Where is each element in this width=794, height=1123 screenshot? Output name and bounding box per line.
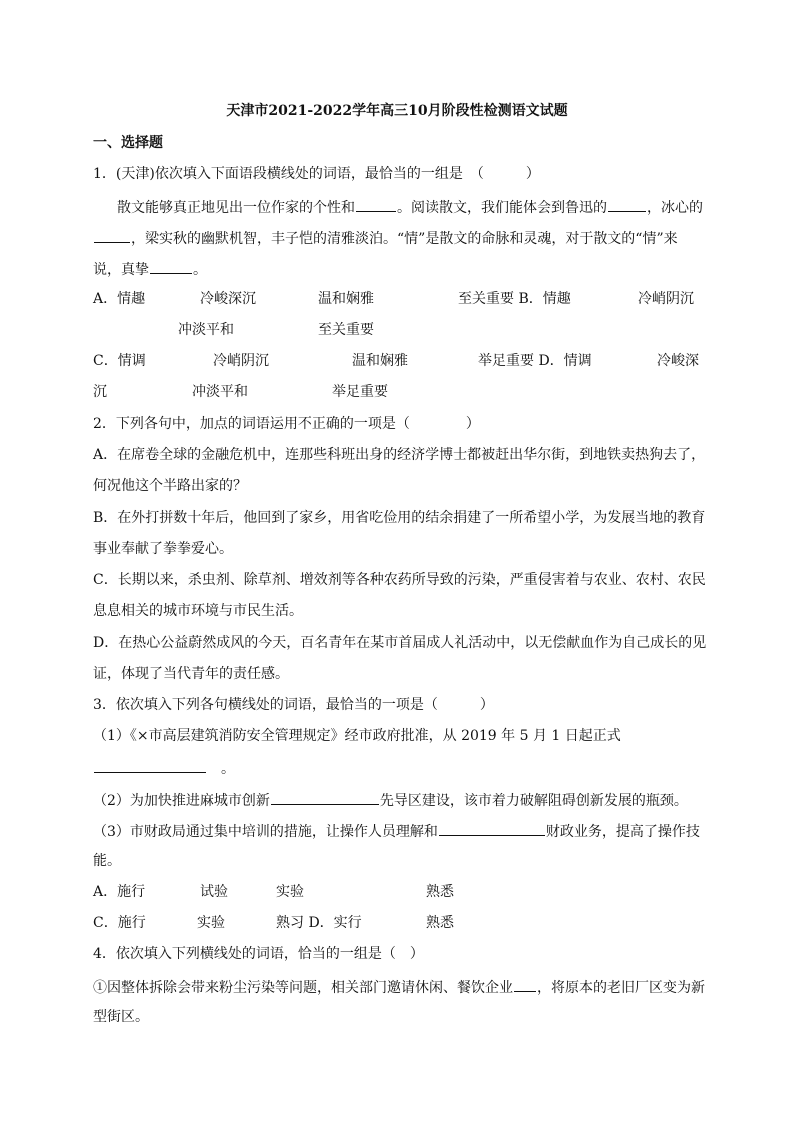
q1-option-a-label: A．情趣 (93, 291, 146, 307)
q1-blank-4 (150, 259, 192, 274)
q1-option-c-word: 冷峭阴沉 (213, 353, 269, 369)
q1-option-d-word: 举足重要 (332, 384, 388, 400)
q2-option-d-line-1: D．在热心公益蔚然成风的今天，百名青年在某市首届成人礼活动中，以无偿献血作为自己成长的见 (93, 635, 707, 651)
q2-option-b-line-2: 事业奉献了拳拳爱心。 (93, 541, 233, 557)
q3-sentence-3: （3）市财政局通过集中培训的措施，让操作人员理解和 财政业务，提高了操作技 (93, 821, 700, 841)
q2-stem: 2．下列各句中，加点的词语运用不正确的一项是（ ） (93, 416, 480, 432)
q4-sentence-1-end: 型街区。 (93, 1009, 149, 1025)
q1-passage-line-1: 散文能够真正地见出一位作家的个性和 。阅读散文，我们能体会到鲁迅的 ，冰心的 (117, 197, 703, 217)
q3-sentence-3-end: 能。 (93, 853, 121, 869)
q3-blank-2 (271, 790, 379, 805)
q1-option-d-word: 冷峻深 (657, 353, 699, 369)
q1-option-c-word: 温和娴雅 (352, 353, 408, 369)
q3-blank-3 (439, 821, 545, 836)
q3-sentence-1: （1）《×市高层建筑消防安全管理规定》经市政府批准，从 2019 年 5 月 1 日起正式 (93, 728, 621, 744)
q2-option-b-line-1: B．在外打拼数十年后，他回到了家乡，用省吃俭用的结余捐建了一所希望小学，为发展当地的教育 (93, 510, 706, 526)
q3-option-c-label: C．施行 (93, 915, 146, 931)
q1-option-b-label: 至关重要 B．情趣 (458, 291, 571, 307)
q3-option-c-word: 实验 (197, 915, 225, 931)
q3-sentence-2: （2）为加快推进麻城市创新 先导区建设，该市着力破解阻碍创新发展的瓶颈。 (93, 790, 688, 810)
q1-option-b-word: 冲淡平和 (178, 322, 234, 338)
q1-passage-line-3: 说，真挚 。 (93, 259, 207, 279)
q1-option-d-word: 沉 (93, 384, 107, 400)
q2-option-c-line-1: C．长期以来，杀虫剂、除草剂、增效剂等各种农药所导致的污染，严重侵害着与农业、农村、农民 (93, 572, 706, 588)
document-title: 天津市2021-2022学年高三10月阶段性检测语文试题 (226, 103, 568, 119)
q1-passage-line-2: ，梁实秋的幽默机智，丰子恺的清雅淡泊。“情”是散文的命脉和灵魂，对于散文的“情”来 (93, 228, 678, 248)
q1-blank-2 (608, 197, 646, 212)
q2-option-a-line-1: A．在席卷全球的金融危机中，连那些科班出身的经济学博士都被赶出华尔街，到地铁卖热狗去了， (93, 447, 706, 463)
q2-option-d-line-2: 证，体现了当代青年的责任感。 (93, 666, 289, 682)
section-heading: 一、选择题 (93, 135, 163, 151)
q4-blank-1 (514, 977, 536, 992)
q1-option-d-word: 冲淡平和 (192, 384, 248, 400)
q1-option-d-label: 举足重要 D．情调 (478, 353, 592, 369)
q3-stem: 3．依次填入下列各句横线处的词语，最恰当的一项是（ ） (93, 697, 494, 713)
q3-option-d-word: 熟悉 (426, 915, 454, 931)
q4-stem: 4．依次填入下列横线处的词语，恰当的一组是（ ） (93, 946, 424, 962)
q1-blank-3 (94, 228, 130, 243)
q3-blank-1 (94, 758, 206, 773)
q1-blank-1 (356, 197, 396, 212)
q1-option-b-word: 至关重要 (318, 322, 374, 338)
q1-option-b-word: 冷峭阴沉 (638, 291, 694, 307)
q3-sentence-1-end: 。 (93, 758, 235, 778)
q1-option-c-label: C．情调 (93, 353, 146, 369)
q2-option-a-line-2: 何况他这个半路出家的？ (93, 478, 247, 494)
q1-option-a-word: 温和娴雅 (318, 291, 374, 307)
q1-stem: 1．(天津)依次填入下面语段横线处的词语，最恰当的一组是 （ ） (93, 166, 540, 182)
q3-option-a-word: 试验 (200, 884, 228, 900)
q3-option-a-label: A．施行 (93, 884, 146, 900)
q2-option-c-line-2: 息息相关的城市环境与市民生活。 (93, 603, 303, 619)
q3-option-d-label: 熟习 D．实行 (276, 915, 362, 931)
q3-option-b-word: 熟悉 (426, 884, 454, 900)
q1-option-a-word: 冷峻深沉 (200, 291, 256, 307)
q3-option-b-label: 实验 (276, 884, 304, 900)
q4-sentence-1: ①因整体拆除会带来粉尘污染等问题，相关部门邀请休闲、餐饮企业 ，将原本的老旧厂区变为新 (93, 977, 705, 997)
